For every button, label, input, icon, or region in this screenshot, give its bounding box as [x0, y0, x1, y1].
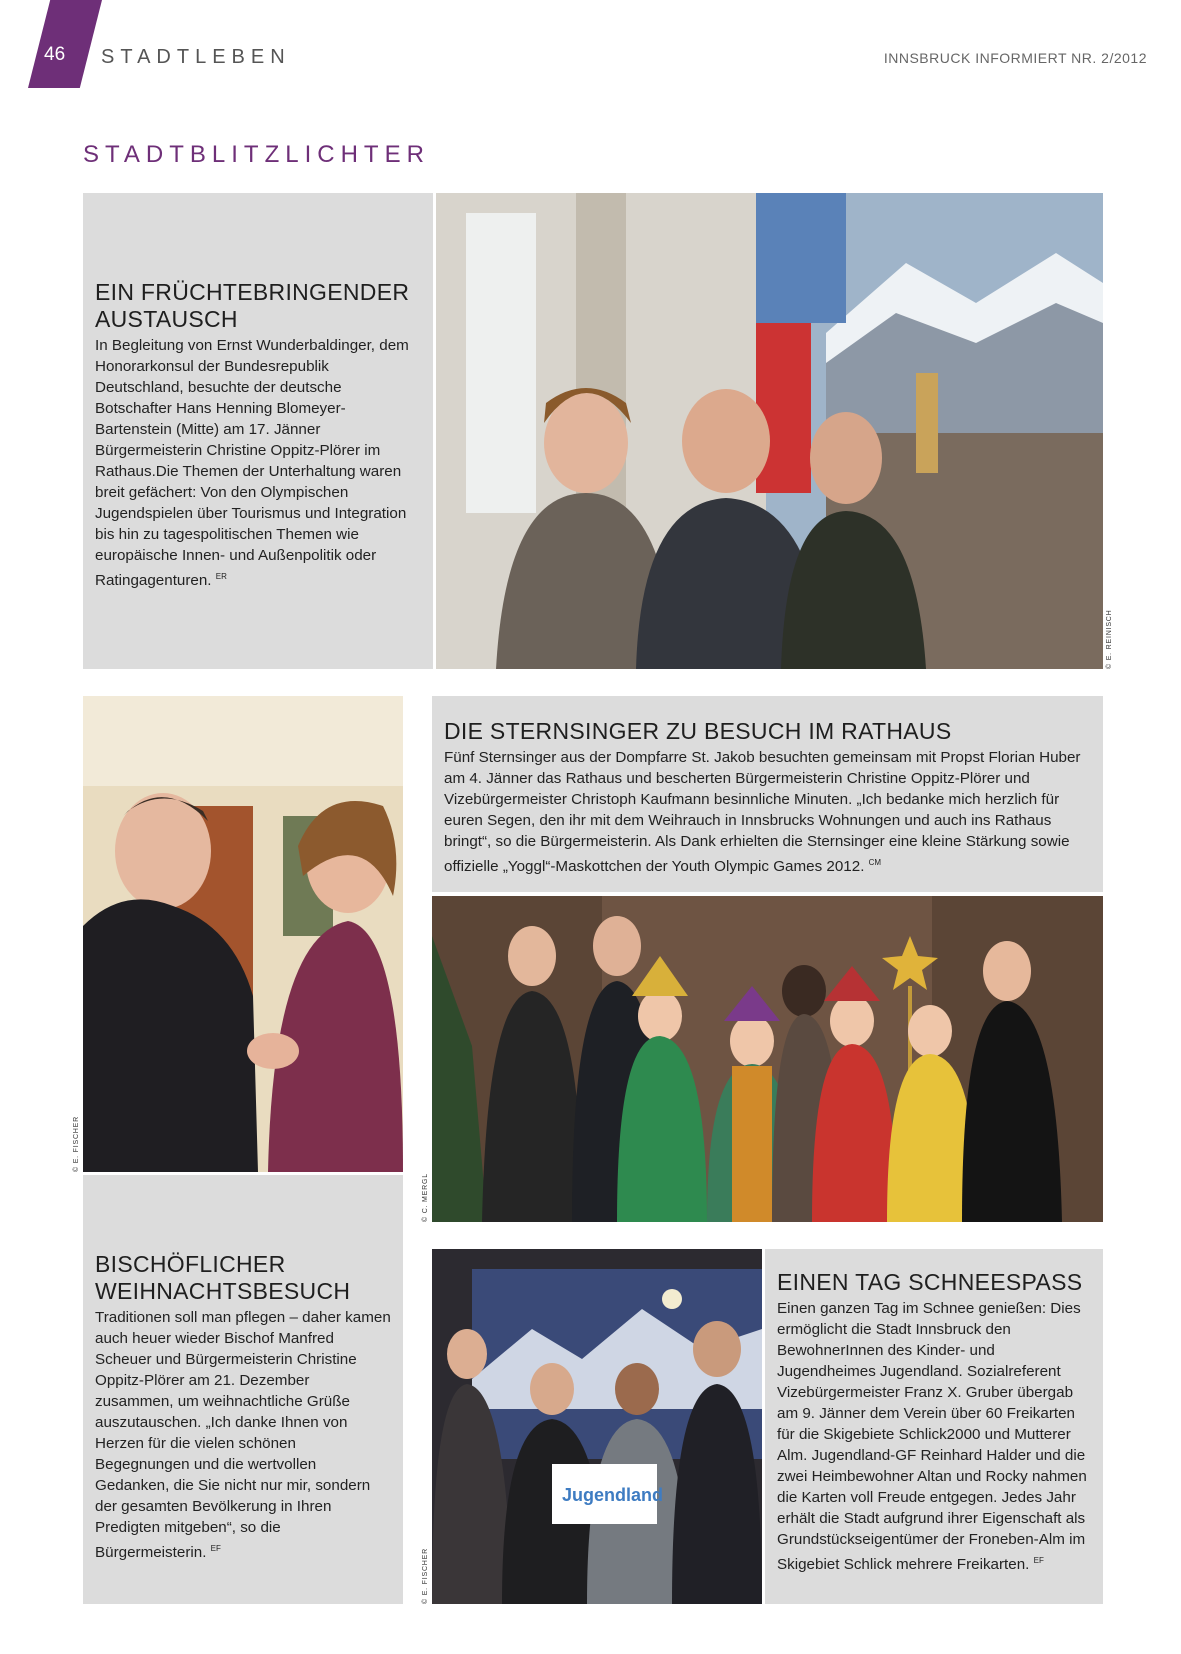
article-title: EIN FRÜCHTEBRINGENDER AUSTAUSCH [95, 279, 410, 332]
issue-label: INNSBRUCK INFORMIERT NR. 2/2012 [883, 50, 1147, 66]
photo-bishop-handshake [83, 696, 403, 1172]
article-body: Fünf Sternsinger aus der Dompfarre St. Jakob besuchten gemeinsam mit Propst Florian Huber am 4. Jänner das Rathaus und bescherten Bürgermeisterin Christine Oppitz-Plörer und Vizebürgermeister Christoph Kaufmann besinnliche Minuten. „Ich bedanke mich herzlich für euren Segen, den ihr mit dem Weihrauch in Innsbrucks Wohnungen und auch ins Rathaus bringt“, so die Bürgermeisterin. Als Dank erhielten die Sternsinger eine kleine Stärkung sowie offizielle „Yoggl“-Maskottchen der Youth Olympic Games 2012. $^{CM}$ [444, 749, 1081, 876]
article-box-schneespass [765, 1249, 1103, 1604]
article-title: EINEN TAG SCHNEESPASS [777, 1269, 1083, 1295]
photo-sternsinger [432, 896, 1103, 1222]
section-label: STADTLEBEN [101, 46, 291, 68]
photo-ambassador-visit [436, 193, 1103, 669]
article-box-weihnachtsbesuch [83, 1175, 403, 1604]
article-box-sternsinger [432, 696, 1103, 892]
article-title: DIE STERNSINGER ZU BESUCH IM RATHAUS [444, 718, 952, 744]
article-title: BISCHÖFLICHER WEIHNACHTSBESUCH [95, 1251, 351, 1304]
photo-jugendland [432, 1249, 762, 1604]
page-number: 46 [44, 44, 66, 65]
page-heading: STADTBLITZLICHTER [83, 141, 430, 168]
article-body: In Begleitung von Ernst Wunderbaldinger, dem Honorarkonsul der Bundesrepublik Deutschland, besuchte der deutsche Botschafter Hans Henning Blomeyer-Bartenstein (Mitte) am 17. Jänner Bürgermeisterin Christine Oppitz-Plörer im Rathaus.Die Themen der Unterhaltung waren breit gefächert: Von den Olympischen Jugendspielen über Tourismus und Integration bis hin zu tagespolitischen Themen wie europäische Innen- und Außenpolitik oder Ratingagenturen. $^{ER}$ [95, 337, 409, 590]
article-body: Einen ganzen Tag im Schnee genießen: Dies ermöglicht die Stadt Innsbruck den BewohnerInnen des Kinder- und Jugendheimes Jugendland. Sozialreferent Vizebürgermeister Franz X. Gruber übergab am 9. Jänner dem Verein über 60 Freikarten für die Skigebiete Schlick2000 und Mutterer Alm. Jugendland-GF Reinhard Halder und die zwei Heimbewohner Altan und Rocky nahmen die Karten voll Freude entgegen. Jedes Jahr erhält die Stadt aufgrund ihrer Eigenschaft als Grundstückseigentümer der Froneben-Alm im Skigebiet Schlick mehrere Freikarten. $^{EF}$ [777, 1300, 1087, 1574]
photo-credit: © E. FISCHER [422, 1548, 429, 1604]
banner-text: Jugendland [562, 1485, 664, 1505]
photo-credit: © E. FISCHER [73, 1116, 80, 1172]
photo-credit: © E. REINISCH [1106, 609, 1113, 669]
article-body: Traditionen soll man pflegen – daher kamen auch heuer wieder Bischof Manfred Scheuer und Bürgermeisterin Christine Oppitz-Plörer am 21. Dezember zusammen, um weihnachtliche Grüße auszutauschen. „Ich danke Ihnen von Herzen für die vielen schönen Begegnungen und die wertvollen Gedanken, die Sie nicht nur mir, sondern der gesamten Bevölkerung in Ihren Predigten mitgeben“, so die Bürgermeisterin. $^{EF}$ [95, 1309, 391, 1562]
article-box-austausch [83, 193, 433, 669]
photo-credit: © C. MERGL [422, 1173, 429, 1222]
